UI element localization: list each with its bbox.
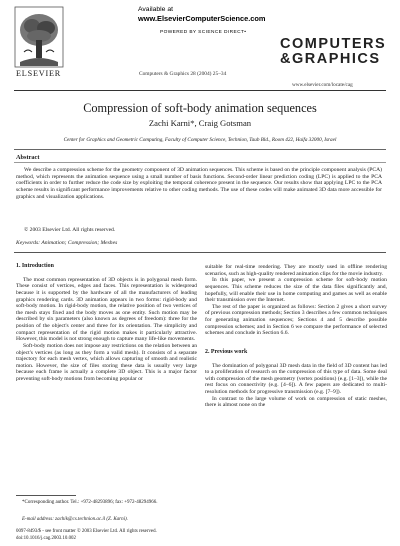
abstract-divider [14, 162, 386, 163]
paragraph: The domination of polygonal 3D mesh data in the field of 3D content has led to a proliferation of research on the compression of this type of data. Some deal with compression of the mesh geometry (vertex positions) (e.g. [1–3]), while the rest focus on connectivity (e.g. [4–6]). A few papers are dedicated to multi-resolution methods for progressive transmission (e.g. [7–9]). [205, 362, 387, 395]
article-authors: Zachi Karni*, Craig Gotsman [148, 118, 252, 128]
footnote-divider [16, 495, 76, 496]
footer-issn: 0097-8493/$ - see front matter © 2003 Elsevier Ltd. All rights reserved. [16, 529, 157, 534]
journal-url[interactable]: www.elsevier.com/locate/cag [292, 82, 353, 88]
paragraph: Soft-body motion does not impose any restrictions on the relation between an object's vertices (as long as they form a valid mesh). It consists of a separate trajectory for each mesh vertex, which allows capturing of smooth and realistic motion. However, the size of files storing these data is usually very large because each frame is actually a complete 3D object. This is a major factor preventing soft-body motions from becoming popular or [16, 342, 198, 382]
section-heading-previous-work: 2. Previous work [205, 348, 248, 355]
footnote-corresponding-author: *Corresponding author. Tel.: +972-48293896; fax: +972-48294966. [22, 500, 158, 505]
publisher-name: ELSEVIER [16, 69, 62, 78]
paragraph: The rest of the paper is organized as follows: Section 2 gives a short survey of previous compression methods; Section 3 describes a few common techniques for generating animation sequences; Sections 4 and 5 describe possible compression schemes; and in Section 6 we compare the performance of selected schemes and conclude in Section 6.6. [205, 303, 387, 337]
footer-doi[interactable]: doi:10.1016/j.cag.2003.10.002 [16, 536, 76, 541]
keywords: Keywords: Animation; Compression; Meshes [16, 240, 118, 246]
keywords-divider [14, 252, 386, 253]
header-divider [14, 90, 386, 91]
paragraph: In this paper, we present a compression scheme for soft-body motion sequences. This scheme reduces the size of the data files significantly and, hopefully, will enable their use in home computing and games as well as enable their transmission over the Internet. [205, 277, 387, 304]
powered-by-sciencedirect [160, 30, 246, 35]
abstract-text: We describe a compression scheme for the geometry component of 3D animation sequences. This scheme is based on the principle component analysis (PCA) method, which represents the animation sequence using a small number of basis functions. Second-order linear prediction coding (LPC) is applied to the PCA coefficients in order to further reduce the code size by exploiting the temporal coherence present in the sequence. Our results show that applying LPC to the PCA scheme results in significant performance improvements relative to other coding methods. The use of these codes will make animated 3D data more accessible for graphics and visualization applications. [16, 167, 382, 200]
title-divider [14, 149, 386, 150]
left-column [16, 263, 197, 383]
paragraph: In contrast to the large volume of work on compression of static meshes, there is almost none on the [205, 395, 387, 409]
abstract-heading: Abstract [16, 154, 40, 161]
sciencedirect-url[interactable]: www.ElsevierComputerScience.com [138, 14, 266, 23]
footnote-email[interactable]: E-mail address: zachik@cs.technion.ac.il (Z. Karni). [22, 517, 128, 522]
powered-by-label: POWERED BY SCIENCE DIRECT• [160, 30, 247, 35]
right-column [205, 264, 387, 409]
journal-citation: Computers & Graphics 28 (2004) 25–34 [139, 71, 227, 77]
abstract-copyright: © 2003 Elsevier Ltd. All rights reserved. [24, 227, 116, 233]
elsevier-tree-logo [14, 6, 64, 68]
article-title: Compression of soft-body animation sequences [83, 101, 317, 115]
paragraph: The most common representation of 3D objects is in polygonal mesh form. These consist of vertices, edges and faces. This representation is widespread because it is supported by the hardware of all the manufacturers of leading graphics rendering cards. 3D animation appears in two forms: rigid-body and soft-body motion. In rigid-body motion, the relative position of two vertices of the mesh stays fixed and the body moves as one entity. Such motion may be described by six parameters (also known as degrees of freedom): three for the position of the object's center and three for its orientation. The simplicity and compact representation of the rigid motion makes it particularly attractive. However, this model is not strong enough to capture many life-like movements. [16, 276, 197, 343]
paragraph: suitable for real-time rendering. They are mostly used in offline rendering scenarios, such as high-quality rendered animation clips for the movie industry. [205, 264, 387, 277]
journal-title-line2: &GRAPHICS [280, 51, 381, 67]
journal-title-line1: COMPUTERS [280, 36, 387, 52]
journal-title [280, 37, 392, 67]
available-online-label: Available at [138, 6, 174, 13]
author-affiliation: Center for Graphics and Geometric Computing, Faculty of Computer Science, Technion, Taub Bld., Room 422, Haifa 32000, Israel [63, 137, 337, 143]
section-heading-introduction: 1. Introduction [16, 263, 54, 269]
